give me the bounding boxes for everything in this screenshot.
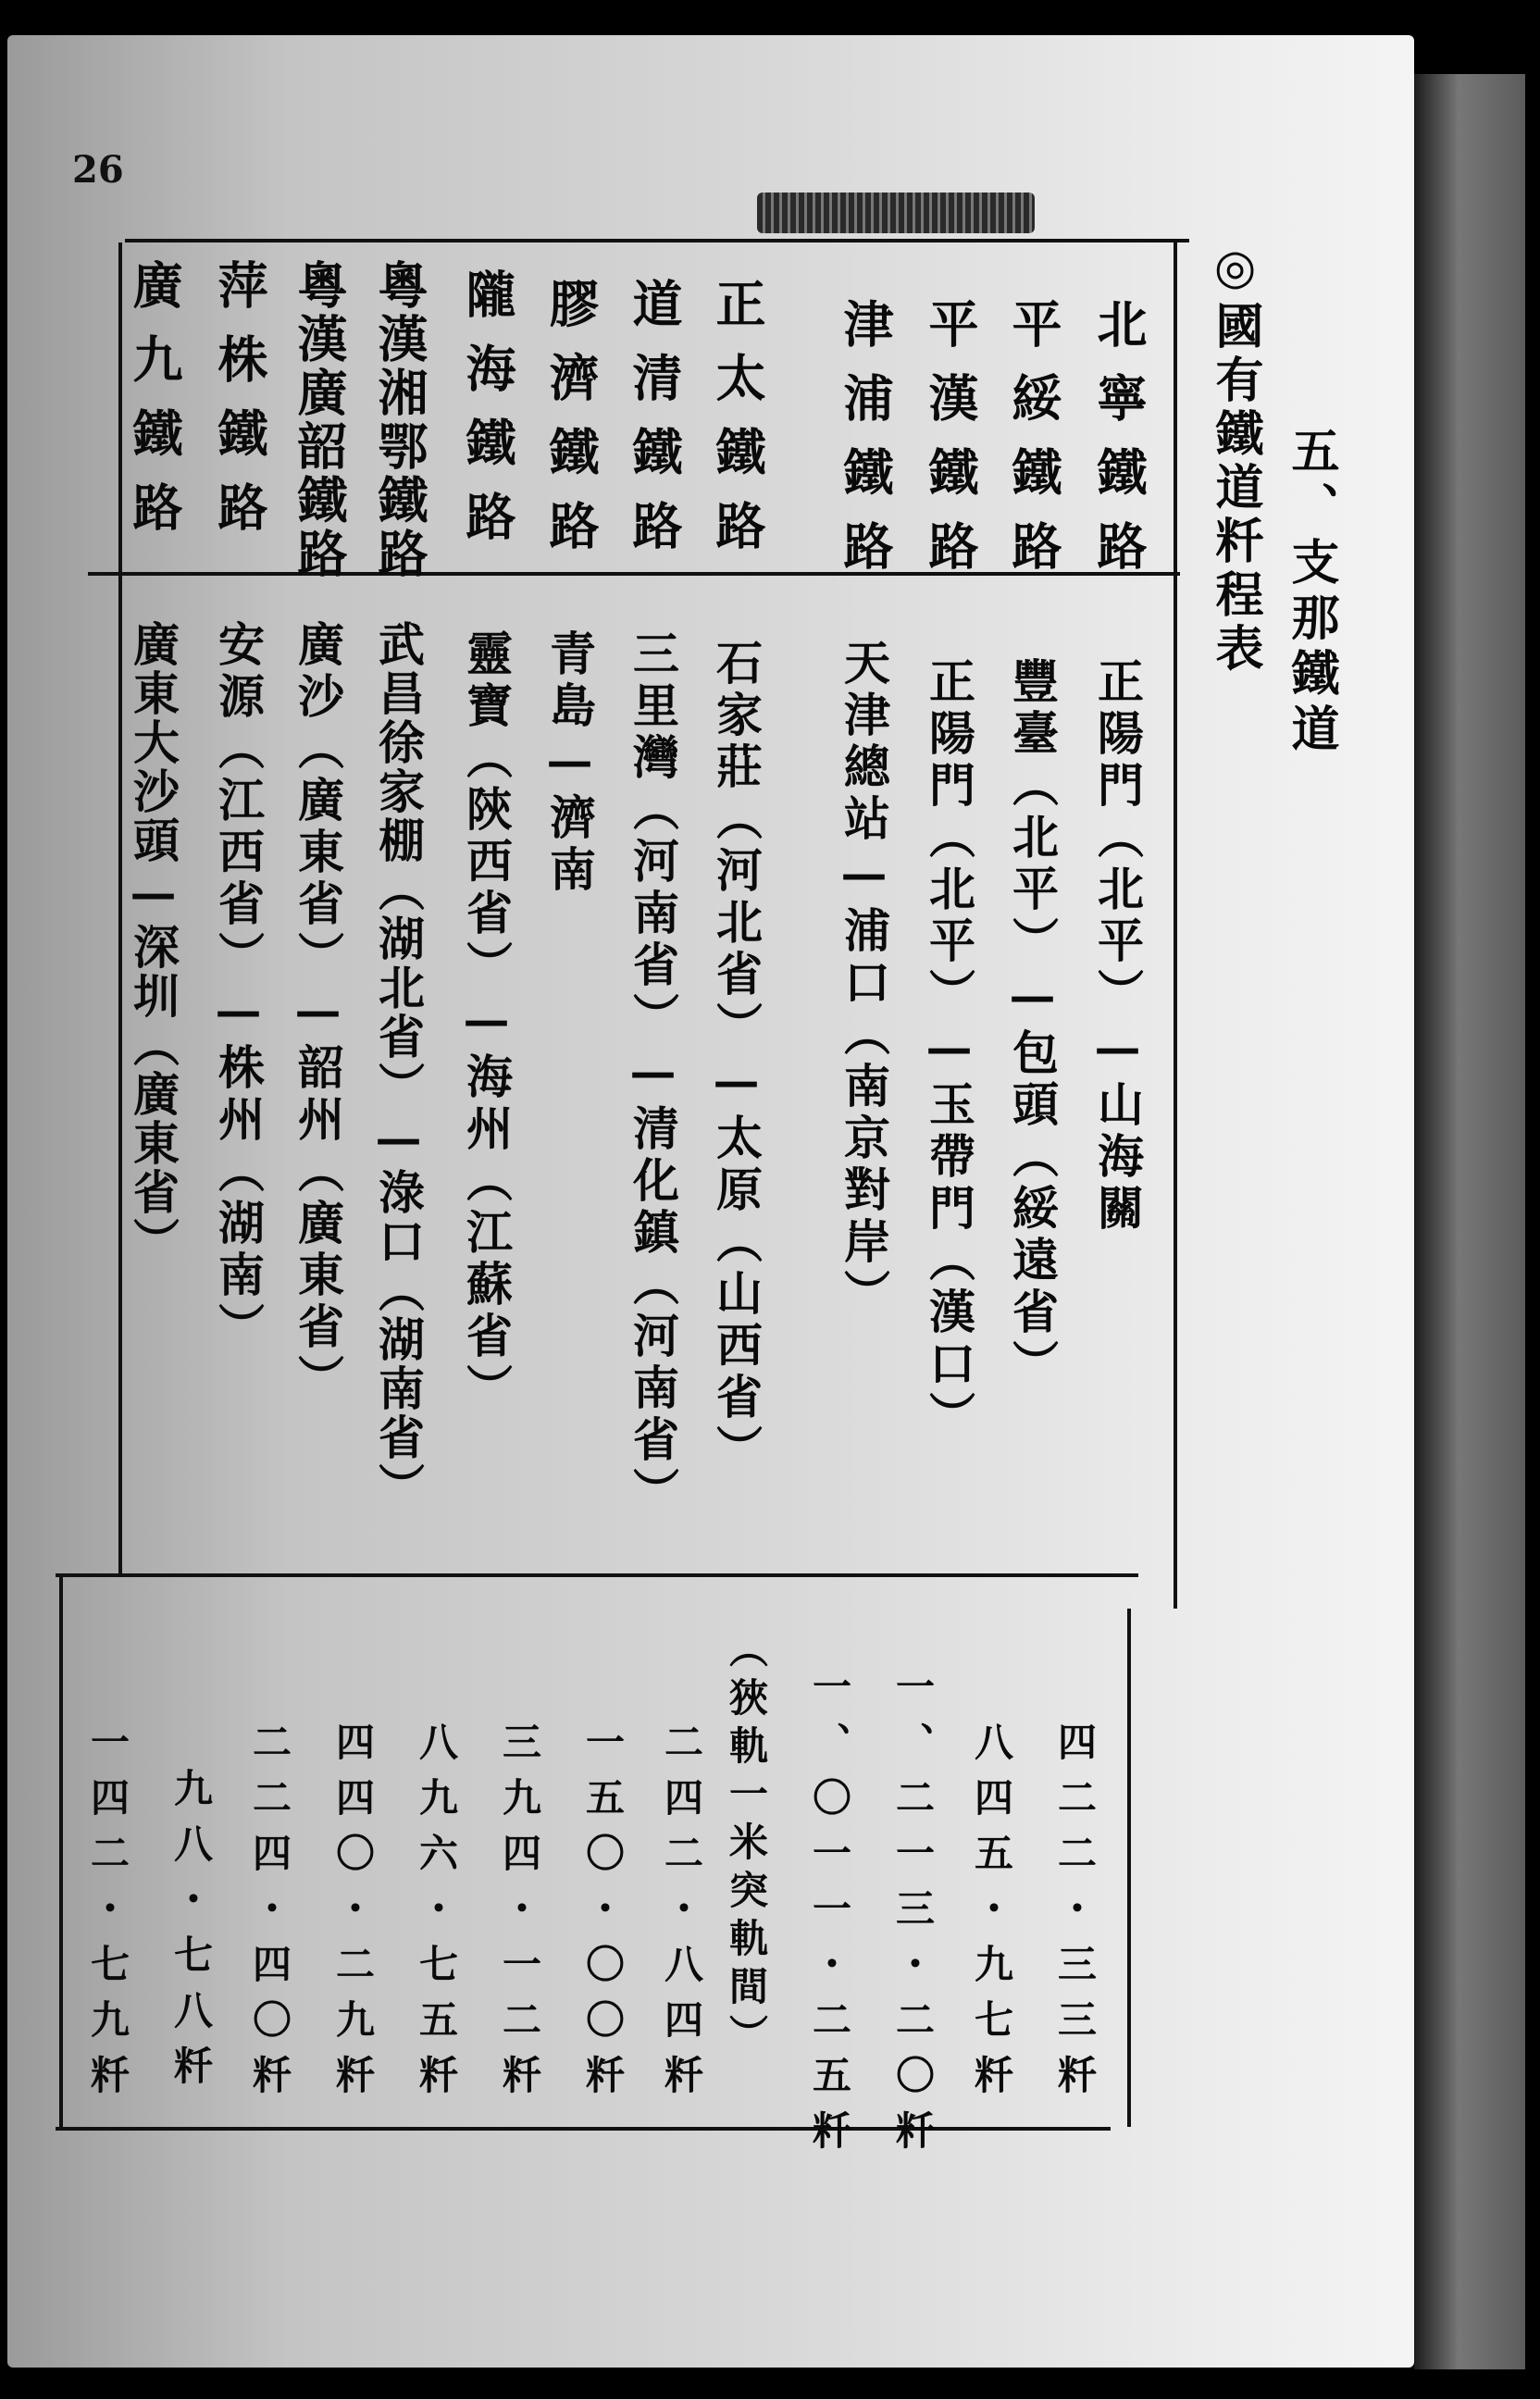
table-right-rule-lower — [1127, 1609, 1131, 2127]
railway-name: 正太鐵路 — [708, 278, 767, 574]
section-title: 五、支那鐵道 — [1283, 426, 1339, 759]
railway-name: 萍株鐵路 — [210, 259, 269, 555]
railway-length: 二二四・四〇粁 — [247, 1722, 292, 2110]
page-number: 26 — [72, 148, 124, 192]
railway-name: 道清鐵路 — [625, 278, 684, 574]
railway-length: 一、〇一一・二五粁 — [807, 1666, 852, 2166]
railway-length-note: （狹軌一米突軌間） — [724, 1629, 769, 2062]
railway-name: 平漢鐵路 — [921, 298, 980, 594]
railway-length: 九八・七八粁 — [168, 1768, 214, 2101]
railway-name: 粵漢湘鄂鐵路 — [370, 259, 429, 581]
adjacent-page-edge — [1414, 74, 1525, 2369]
railway-route: 青島—濟南 — [542, 629, 597, 897]
railway-route: 靈寶（陝西省）—海州（江蘇省） — [459, 629, 514, 1415]
table-rule-routes — [56, 1573, 1138, 1577]
railway-route: 安源（江西省）—株州（湖南） — [211, 620, 266, 1354]
railway-route: 廣東大沙頭—深圳（廣東省） — [126, 620, 180, 1266]
railway-route: 天津總站—浦口（南京對岸） — [837, 639, 891, 1321]
railway-name: 膠濟鐵路 — [541, 278, 601, 574]
railway-length: 一四二・七九粁 — [85, 1722, 130, 2110]
railway-name: 粵漢廣韶鐵路 — [290, 259, 349, 581]
railway-route: 石家莊（河北省）—太原（山西省） — [709, 639, 764, 1476]
railway-route: 廣沙（廣東省）—韶州（廣東省） — [291, 620, 345, 1406]
railway-name: 北寧鐵路 — [1089, 298, 1149, 594]
table-top-rule — [125, 239, 1189, 242]
table-left-rule-upper — [118, 242, 122, 1575]
railway-route: 正陽門（北平）—玉帶門（漢口） — [922, 657, 976, 1443]
table-title: ◎國有鐵道粁程表 — [1207, 239, 1263, 677]
railway-route: 正陽門（北平）—山海關 — [1090, 657, 1145, 1236]
table-left-rule — [59, 1573, 63, 2129]
running-head — [757, 193, 1035, 233]
railway-length: 八九六・七五粁 — [414, 1722, 459, 2110]
railway-name: 廣九鐵路 — [125, 259, 184, 555]
railway-name: 津浦鐵路 — [836, 298, 895, 594]
table-right-rule — [1174, 239, 1177, 1609]
railway-length: 四四〇・二九粁 — [330, 1722, 376, 2110]
railway-name: 隴海鐵路 — [458, 268, 517, 565]
railway-route: 武昌徐家棚（湖北省）—淥口（湖南省） — [371, 620, 426, 1511]
railway-length: 八四五・九七粁 — [969, 1722, 1014, 2110]
railway-length: 一、二一三・二〇粁 — [890, 1666, 936, 2166]
railway-name: 平綏鐵路 — [1004, 298, 1063, 594]
table-bottom-rule — [56, 2127, 1111, 2131]
railway-length: 一五〇・〇〇粁 — [580, 1722, 626, 2110]
railway-length: 四二二・三三粁 — [1052, 1722, 1098, 2110]
railway-route: 豐臺（北平）—包頭（綏遠省） — [1005, 657, 1060, 1391]
railway-route: 三里灣（河南省）—清化鎮（河南省） — [626, 629, 680, 1519]
railway-length: 三九四・一二粁 — [497, 1722, 542, 2110]
railway-length: 二四二・八四粁 — [659, 1722, 704, 2110]
